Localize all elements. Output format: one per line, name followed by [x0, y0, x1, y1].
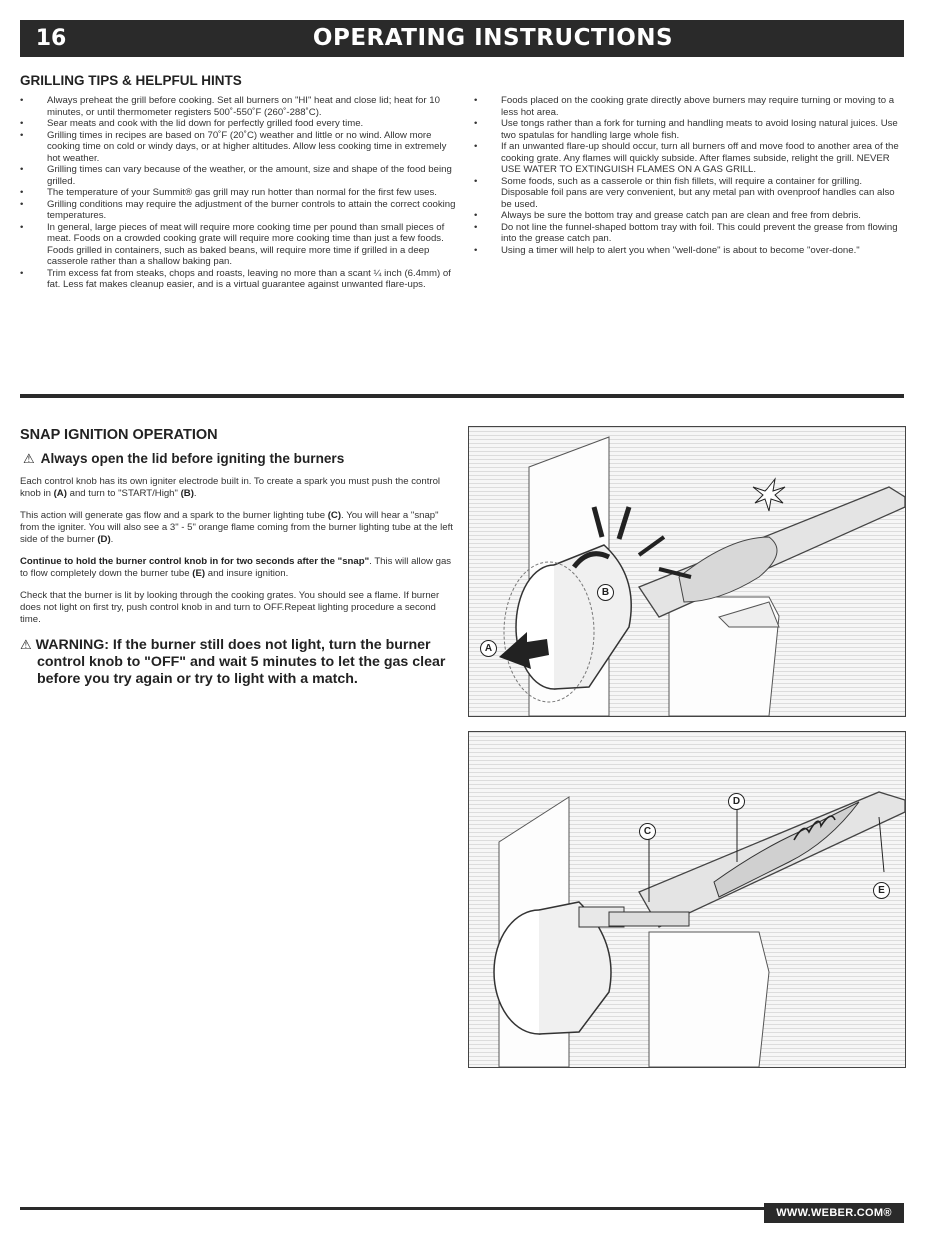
- p2-end: .: [110, 533, 114, 545]
- tip-item: • Trim excess fat from steaks, chops and roasts, leaving no more than a scant ¼ inch (6.4mm) of fat. Less fat makes cleanup easier, and is a virtual guarantee against unwanted flare-ups.: [20, 268, 460, 291]
- tip-item: • Using a timer will help to alert you when "well-done" is about to become "over-done.": [474, 245, 906, 257]
- snap-paragraph-3: [20, 556, 455, 580]
- p3-text: . This will allow gas to flow completely down the burner tube: [20, 556, 452, 579]
- footer-website-link[interactable]: WWW.WEBER.COM®: [764, 1203, 904, 1223]
- warning-rest: control knob to "OFF" and wait 5 minutes to let the gas clear before you try again or try to light with a match.: [37, 654, 446, 687]
- tip-item: • Always preheat the grill before cooking. Set all burners on "HI" heat and close lid; heat for 10 minutes, or until thermometer registers 500˚-550˚F (260˚-288˚C).: [20, 95, 460, 118]
- tip-item: • Always be sure the bottom tray and grease catch pan are clean and free from debris.: [474, 210, 906, 222]
- tip-item: • Grilling times in recipes are based on 70˚F (20˚C) weather and little or no wind. Allow more cooking time on cold or windy days, or at higher altitudes. Allow less cooking time in extremely hot weather.: [20, 130, 460, 165]
- tip-item: • The temperature of your Summit® gas grill may run hotter than normal for the first few uses.: [20, 187, 460, 199]
- figure-knob-ignition: [468, 426, 906, 717]
- tip-item: • Do not line the funnel-shaped bottom tray with foil. This could prevent the grease from flowing into the grease catch pan.: [474, 222, 906, 245]
- tip-item: • Foods placed on the cooking grate directly above burners may require turning or moving to a less hot area.: [474, 95, 906, 118]
- p1-ref-b: (B): [180, 487, 194, 499]
- page-title: OPERATING INSTRUCTIONS: [312, 25, 674, 51]
- p2-ref-d: (D): [97, 533, 111, 545]
- tip-item: • Grilling times can vary because of the weather, or the amount, size and shape of the food being grilled.: [20, 164, 460, 187]
- page-number: 16: [35, 26, 67, 51]
- snap-paragraph-2: [20, 510, 455, 545]
- figure-label-a: A: [480, 640, 497, 657]
- p3-bold: Continue to hold the burner control knob in for two seconds after the "snap": [20, 556, 370, 567]
- section-divider: [20, 394, 904, 398]
- warning-lead: WARNING: If the burner still does not light, turn the burner: [35, 637, 431, 653]
- p1-end: .: [193, 487, 197, 499]
- figure-label-e: E: [873, 882, 890, 899]
- p2-ref-c: (C): [327, 510, 342, 521]
- figure-label-b: B: [597, 584, 614, 601]
- caution-text: Always open the lid before igniting the burners: [40, 451, 345, 466]
- tip-item: • Sear meats and cook with the lid down for perfectly grilled food every time.: [20, 118, 460, 130]
- tips-list-right: [474, 95, 906, 256]
- p2-text-2: . You will hear a "snap" from the igniter. You will also see a 3" - 5" orange flame coming from the burner lighting tube at the left side of the burner: [20, 510, 453, 545]
- tips-list-left: [20, 95, 460, 291]
- figure-label-d: D: [728, 793, 745, 810]
- warning-note: [20, 636, 460, 688]
- p3-ref-e: (E): [192, 567, 206, 579]
- tips-heading: GRILLING TIPS & HELPFUL HINTS: [20, 73, 242, 88]
- p1-ref-a: (A): [53, 487, 67, 499]
- snap-heading: SNAP IGNITION OPERATION: [20, 427, 218, 443]
- figure-burner-flame: [468, 731, 906, 1068]
- warning-triangle-icon: ⚠: [20, 637, 32, 652]
- p1-text-2: and turn to "START/High": [66, 487, 181, 499]
- tip-item: • Some foods, such as a casserole or thin fish fillets, will require a container for grilling. Disposable foil pans are very convenient, but any metal pan with ovenproof handles can also be used.: [474, 176, 906, 211]
- snap-paragraph-1: [20, 476, 455, 500]
- p2-text: This action will generate gas flow and a spark to the burner lighting tube: [20, 510, 328, 521]
- tip-item: • If an unwanted flare-up should occur, turn all burners off and move food to another area of the cooking grate. Any flames will quickly subside. After flames subside, relight the grill. NEVER USE WATER TO EXTINGUISH FLAMES ON A GAS GRILL.: [474, 141, 906, 176]
- caution-note: [20, 451, 460, 467]
- tip-item: • In general, large pieces of meat will require more cooking time per pound than small pieces of meat. Foods on a crowded cooking grate will require more cooking time than just a few foods. Foods grilled in containers, such as baked beans, will require more time if grilled in a deep casserole rather than a shallow baking pan.: [20, 222, 460, 268]
- burner-flame-illustration: [469, 732, 905, 1067]
- snap-paragraph-4: Check that the burner is lit by looking through the cooking grates. You should see a flame. If burner does not light on first try, push control knob in and turn to OFF.Repeat lighting procedure a second time.: [20, 590, 440, 625]
- p1-text: Each control knob has its own igniter electrode built in. To create a spark you must push the control knob in: [20, 476, 441, 499]
- p3-end: and insure ignition.: [205, 567, 289, 579]
- knob-ignition-illustration: [469, 427, 905, 716]
- tip-item: • Grilling conditions may require the adjustment of the burner controls to attain the correct cooking temperatures.: [20, 199, 460, 222]
- tip-item: • Use tongs rather than a fork for turning and handling meats to avoid losing natural juices. Use two spatulas for handling large whole fish.: [474, 118, 906, 141]
- page-header: [20, 20, 904, 57]
- warning-triangle-icon: ⚠: [23, 451, 35, 466]
- figure-label-c: C: [639, 823, 656, 840]
